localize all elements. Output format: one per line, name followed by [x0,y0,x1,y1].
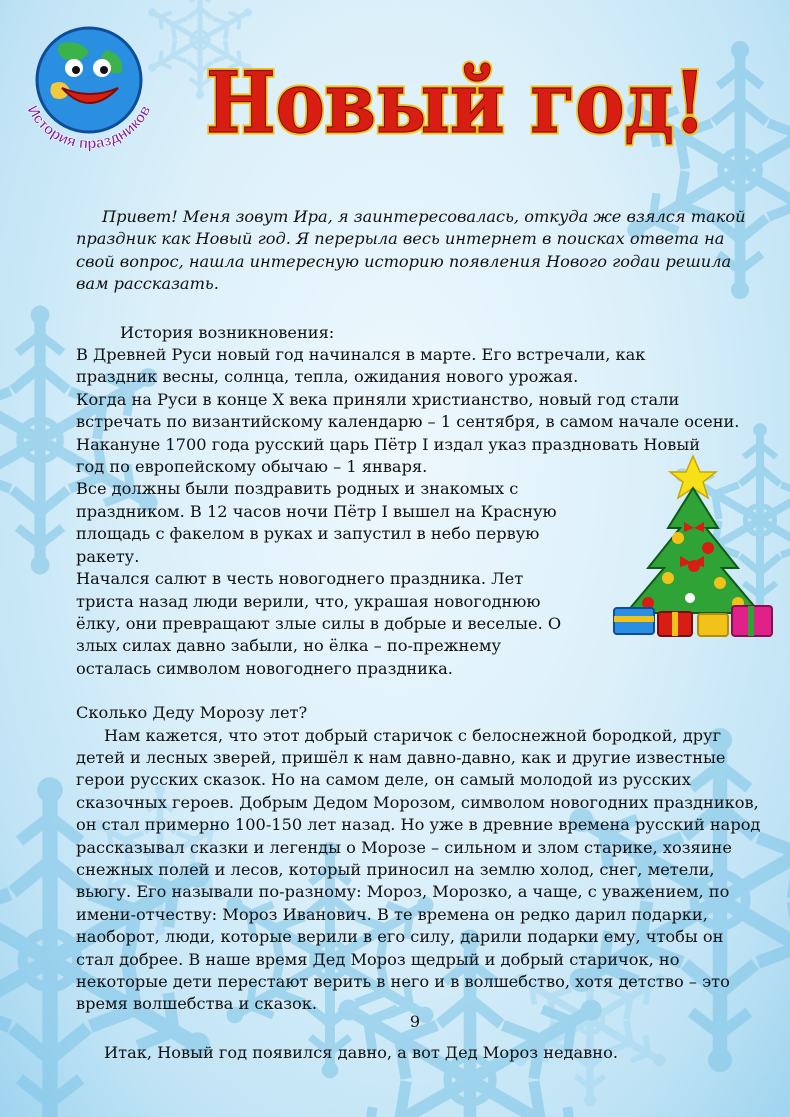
history-of-holidays-logo [14,22,164,162]
page-title [196,48,716,158]
globe-icon [37,28,141,132]
history-line: В Древней Руси новый год начинался в марте. Его встречали, как праздник весны, солнца, тепла, ожидания нового урожая. [76,345,646,387]
title-text: Новый год! [206,53,706,152]
article-body [76,206,766,1064]
history-line: Когда на Руси в конце X века приняли христианство, новый год стали встречать по византийскому календарю – 1 сентября, в самом начале осени. [76,389,740,432]
history-line: Накануне 1700 года русский царь Пётр I издал указ праздновать Новый год по европейскому обычаю – 1 января. [76,434,701,477]
history-line: Все должны были поздравить родных и знакомых с праздником. В 12 часов ночи Пётр I вышел на Красную площадь с факелом в руках и запустил в небо первую ракету. [76,479,557,566]
page-number: 9 [409,1012,421,1031]
santa-heading: Сколько Деду Морозу лет? [76,703,308,723]
history-heading: История возникновения: [120,322,335,342]
intro-paragraph: Привет! Меня зовут Ира, я заинтересовалась, откуда же взялся такой праздник как Новый год. Я перерыла весь интернет в поисках ответа на свой вопрос, нашла интересную историю появления Нового годаи решила вам рассказать. [76,207,746,294]
title-outline: Новый год! [206,53,706,152]
logo-text: История праздников [23,102,155,153]
conclusion-paragraph: Итак, Новый год появился давно, а вот Дед Мороз недавно. [104,1042,618,1062]
history-line: Начался салют в честь новогоднего праздника. Лет триста назад люди верили, что, украшая новогоднюю ёлку, они превращают злые силы в добрые и веселые. О злых силах давно забыли, но ёлка – по-прежнему осталась символом новогоднего праздника. [76,569,562,678]
santa-paragraph: Нам кажется, что этот добрый старичок с белоснежной бородкой, друг детей и лесных зверей, пришёл к нам давно-давно, как и другие известные герои русских сказок. Но на самом деле, он самый молодой из русских сказочных героев. Добрым Дедом Морозом, символом новогодних праздников, он стал примерно 100-150 лет назад. Но уже в древние времена русский народ рассказывал сказки и легенды о Морозе – сильном и злом старике, хозяине снежных полей и лесов, который приносил на землю холод, снег, метели, вьюгу. Его называли по-разному: Мороз, Морозко, а чаще, с уважением, по имени-отчеству: Мороз Иванович. В те времена он редко дарил подарки, наоборот, люди, которые верили в его силу, дарили подарки ему, чтобы он стал добрее. В наше время Дед Мороз щедрый и добрый старичок, но некоторые дети перестают верить в него и в волшебство, хотя детство – это время волшебства и сказок. [76,725,761,1014]
